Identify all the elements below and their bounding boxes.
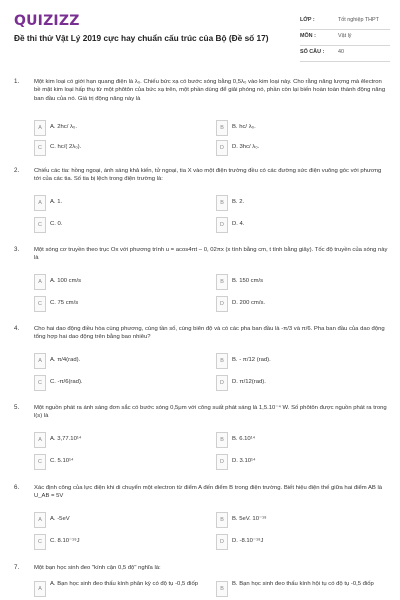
subject-label: MÔN : [300, 33, 316, 39]
option-d[interactable] [216, 217, 388, 233]
question-text: Một sóng cơ truyền theo trục Ox với phương trình u = acos4πt – 0, 02πx (x tính bằng cm, t tính bằng giây). Tốc độ truyền của sóng này là [34, 247, 388, 262]
option-a[interactable] [34, 274, 206, 290]
option-a[interactable] [34, 353, 206, 369]
class-label: LỚP : [300, 17, 315, 23]
option-d[interactable] [216, 454, 388, 470]
option-text: D. -8.10⁻¹⁹J [232, 538, 264, 544]
option-letter-box: B [216, 581, 228, 597]
option-b[interactable] [216, 512, 388, 528]
question-text: Một kim loại có giới hạn quang điện là λ₀. Chiếu bức xạ có bước sóng bằng 0,5λ₀ vào kim loại này. Cho rằng năng lượng mà êlectron bề mặt kim loại hấp thụ từ một phôtôn của bức xạ trên, một phần dùng để giải phóng nó, phần còn lại biến hoàn toàn thành động năng ban đầu của nó. Giá trị động năng này là [34, 79, 386, 102]
option-letter-box: A [34, 120, 46, 136]
option-text: B. Bạn học sinh đeo thấu kính hội tụ có độ tụ -0,5 điốp [232, 581, 374, 587]
option-text: B. 6.10¹⁴ [232, 436, 256, 442]
meta-class-row [300, 14, 390, 30]
option-letter-box: C [34, 534, 46, 550]
option-text: B. 150 cm/s [232, 278, 264, 284]
question-number: 7. [14, 564, 20, 571]
worksheet-title: Đề thi thử Vật Lý 2019 cực hay chuẩn cấu trúc của Bộ (Đề số 17) [14, 33, 269, 43]
option-text: C. 8.10⁻¹⁹J [50, 538, 80, 544]
option-c[interactable] [34, 454, 206, 470]
class-value: Tốt nghiệp THPT [338, 17, 379, 23]
option-text: A. π/4(rad). [50, 357, 81, 363]
option-d[interactable] [216, 375, 388, 391]
question-5 [0, 404, 400, 474]
question-7 [0, 564, 400, 600]
option-text: C. -π/6(rad). [50, 379, 83, 385]
option-text: A. 3,77.10¹⁴ [50, 436, 82, 442]
option-a[interactable] [34, 195, 206, 211]
option-letter-box: C [34, 454, 46, 470]
option-c[interactable] [34, 534, 206, 550]
option-letter-box: B [216, 120, 228, 136]
option-letter-box: C [34, 375, 46, 391]
option-letter-box: C [34, 140, 46, 156]
option-text: B. hc/ λ₀. [232, 124, 256, 130]
option-text: A. 2hc/ λ₀. [50, 124, 77, 130]
meta-subject-row [300, 30, 390, 46]
option-letter-box: A [34, 195, 46, 211]
option-b[interactable] [216, 353, 388, 369]
question-text: Một bạn học sinh đeo "kính cận 0,5 độ" nghĩa là: [34, 565, 161, 571]
option-b[interactable] [216, 581, 388, 597]
question-number: 1. [14, 78, 20, 85]
option-text: D. 4. [232, 221, 245, 227]
option-letter-box: A [34, 353, 46, 369]
question-text: Một nguồn phát ra ánh sáng đơn sắc có bước sóng 0,5μm với công suất phát sáng là 1,5.10⁻⁴ W. Số phôtôn được nguồn phát ra trong l(s) là [34, 405, 387, 420]
option-letter-box: D [216, 534, 228, 550]
option-text: C. 75 cm/s [50, 300, 79, 306]
question-number: 6. [14, 484, 20, 491]
option-d[interactable] [216, 534, 388, 550]
option-text: C. 0. [50, 221, 63, 227]
option-text: A. 100 cm/s [50, 278, 82, 284]
option-letter-box: C [34, 217, 46, 233]
option-letter-box: A [34, 274, 46, 290]
question-number: 5. [14, 404, 20, 411]
option-d[interactable] [216, 140, 388, 156]
question-count-label: SỐ CÂU : [300, 49, 325, 55]
option-letter-box: D [216, 375, 228, 391]
question-number: 4. [14, 325, 20, 332]
option-b[interactable] [216, 120, 388, 136]
question-4 [0, 325, 400, 395]
option-letter-box: B [216, 512, 228, 528]
option-text: D. π/12(rad). [232, 379, 266, 385]
option-text: B. 2. [232, 199, 245, 205]
option-text: A. -5eV [50, 516, 70, 522]
option-letter-box: B [216, 353, 228, 369]
option-letter-box: A [34, 512, 46, 528]
question-number: 3. [14, 246, 20, 253]
worksheet-header [0, 0, 400, 70]
question-count-value: 40 [338, 49, 344, 55]
option-b[interactable] [216, 195, 388, 211]
question-number: 2. [14, 167, 20, 174]
option-letter-box: A [34, 581, 46, 597]
quizizz-logo: QUIZIZZ [14, 13, 80, 29]
option-text: C. hc/( 2λ₀). [50, 144, 82, 150]
option-letter-box: B [216, 432, 228, 448]
option-c[interactable] [34, 296, 206, 312]
option-letter-box: D [216, 217, 228, 233]
question-text: Xác định công của lực điện khi di chuyển một electron từ điểm A đến điểm B trong điện trường. Biết hiệu điện thế giữa hai điểm AB là U_AB = 5V [34, 485, 383, 500]
subject-value: Vật lý [338, 33, 352, 39]
option-text: B. 5eV. 10⁻¹⁹ [232, 516, 267, 522]
option-letter-box: A [34, 432, 46, 448]
meta-table [300, 14, 390, 62]
option-a[interactable] [34, 120, 206, 136]
option-text: A. Bạn học sinh đeo thấu kính phân kỳ có độ tụ -0,5 điốp [50, 581, 199, 587]
option-a[interactable] [34, 512, 206, 528]
option-d[interactable] [216, 296, 388, 312]
option-text: C. 5.10¹⁴ [50, 458, 74, 464]
option-c[interactable] [34, 217, 206, 233]
option-text: B. - π/12 (rad). [232, 357, 271, 363]
option-c[interactable] [34, 140, 206, 156]
question-3 [0, 246, 400, 316]
meta-count-row [300, 46, 390, 62]
option-letter-box: D [216, 140, 228, 156]
question-2 [0, 167, 400, 237]
question-text: Cho hai dao động điều hòa cùng phương, cùng tần số, cùng biên độ và có các pha ban đầu là -π/3 và π/6. Pha ban đầu của dao động tổng hợp hai dao động trên bằng bao nhiêu? [34, 326, 385, 341]
option-b[interactable] [216, 274, 388, 290]
option-a[interactable] [34, 581, 206, 597]
option-text: D. 3.10¹⁴ [232, 458, 256, 464]
option-letter-box: D [216, 454, 228, 470]
option-c[interactable] [34, 375, 206, 391]
question-text: Chiếu các tia: hồng ngoại, ánh sáng khả kiến, tử ngoại, tia X vào một điện trường đều có các đường sức điện vuông góc với phương tới của các tia. Số tia bị lệch trong điện trường là: [34, 168, 382, 183]
option-a[interactable] [34, 432, 206, 448]
option-letter-box: B [216, 195, 228, 211]
question-6 [0, 484, 400, 554]
option-text: D. 3hc/ λ₀. [232, 144, 260, 150]
option-letter-box: B [216, 274, 228, 290]
option-letter-box: C [34, 296, 46, 312]
option-letter-box: D [216, 296, 228, 312]
question-1 [0, 78, 400, 158]
option-b[interactable] [216, 432, 388, 448]
option-text: D. 200 cm/s. [232, 300, 266, 306]
option-text: A. 1. [50, 199, 63, 205]
